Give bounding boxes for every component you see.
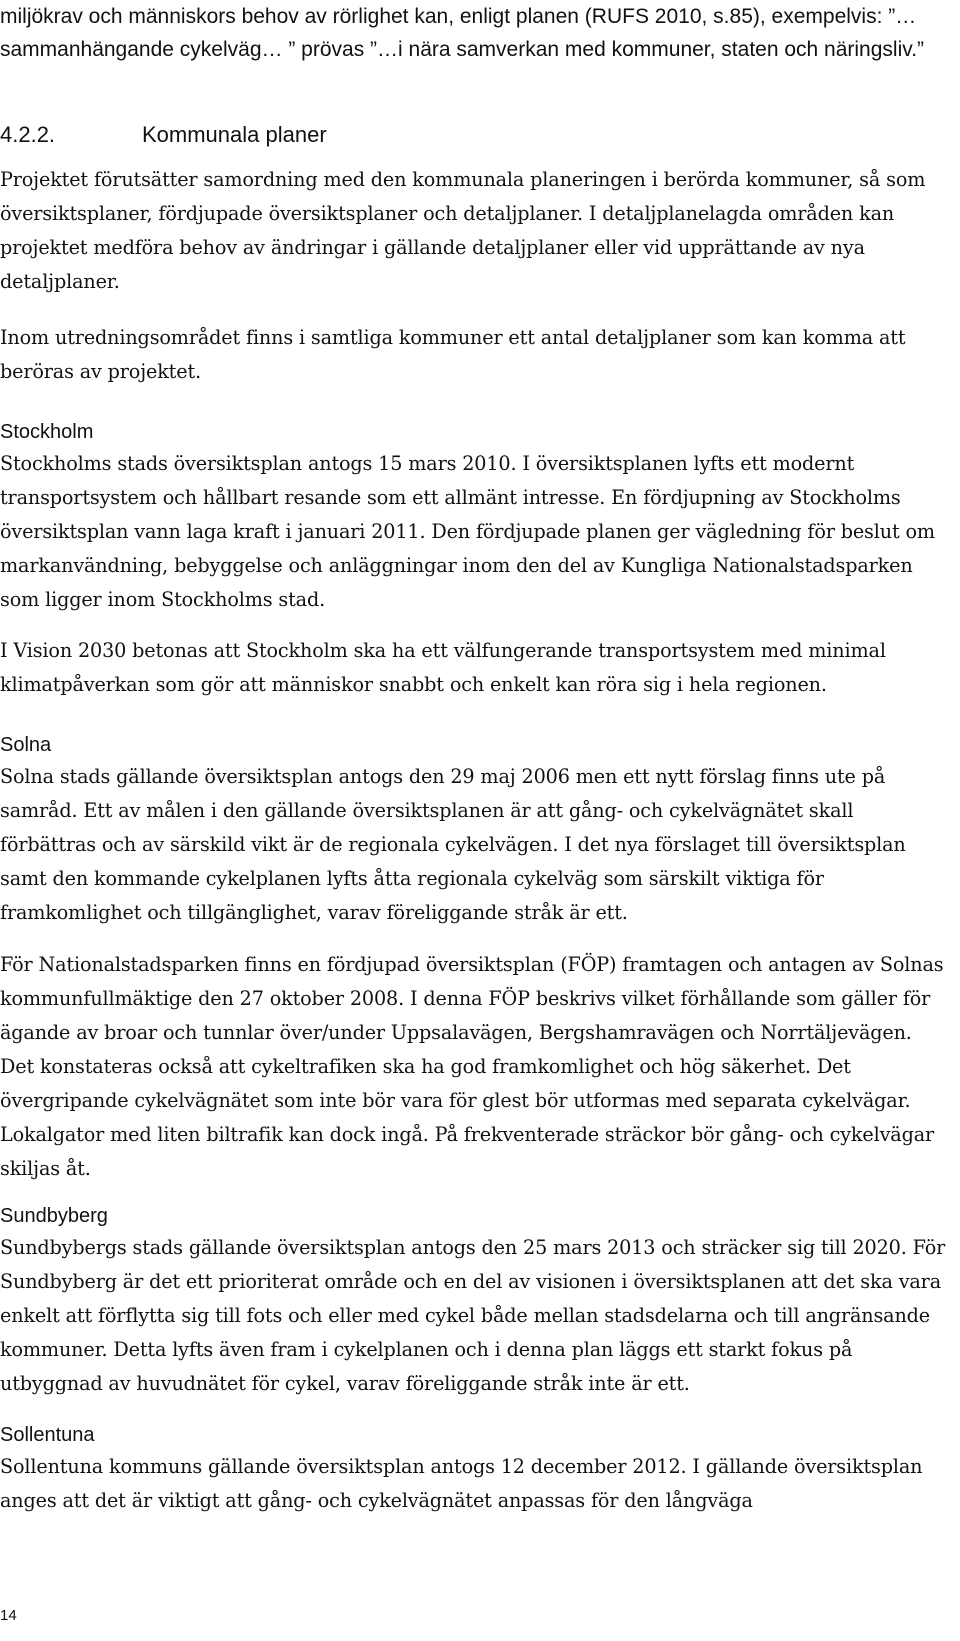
subheading-stockholm: Stockholm	[0, 421, 94, 443]
paragraph-stockholm-1: Stockholms stads översiktsplan antogs 15 mars 2010. I översiktsplanen lyfts ett modernt transportsystem och hållbart resande som ett allmänt intresse. En fördjupning av Stockholms översiktsplan vann laga kraft i januari 2011. Den fördjupade planen ger vägledning för beslut om markanvändning, bebyggelse och anläggningar inom den del av Kungliga Nationalstadsparken som ligger inom Stockholms stad.	[0, 452, 935, 611]
paragraph-sollentuna-1: Sollentuna kommuns gällande översiktsplan antogs 12 december 2012. I gällande översiktsplan anges att det är viktigt att gång- och cykelvägnätet anpassas för den långväga	[0, 1455, 923, 1512]
paragraph-solna-2: För Nationalstadsparken finns en fördjupad översiktsplan (FÖP) framtagen och antagen av Solnas kommunfullmäktige den 27 oktober 2008. I denna FÖP beskrivs vilket förhållande som gäller för ägande av broar och tunnlar över/under Uppsalavägen, Bergshamravägen och Norrtäljevägen. Det konstateras också att cykeltrafiken ska ha god framkomlighet och hög säkerhet. Det övergripande cykelvägnätet som inte bör vara för glest bör utformas med separata cykelvägar. Lokalgator med liten biltrafik kan dock ingå. På frekventerade sträckor bör gång- och cykelvägar skiljas åt.	[0, 953, 944, 1180]
subheading-sundbyberg: Sundbyberg	[0, 1205, 108, 1227]
section-title: Kommunala planer	[142, 122, 327, 147]
section-heading	[0, 120, 945, 150]
section-number: 4.2.2.	[0, 122, 56, 147]
paragraph-solna-1: Solna stads gällande översiktsplan antogs den 29 maj 2006 men ett nytt förslag finns ute på samråd. Ett av målen i den gällande översiktsplanen är att gång- och cykelvägnätet skall förbättras och av särskild vikt är de regionala cykelvägen. I det nya förslaget till översiktsplan samt den kommande cykelplanen lyfts åtta regionala cykelväg som särskilt viktiga för framkomlighet och tillgänglighet, varav föreliggande stråk är ett.	[0, 765, 906, 924]
continued-paragraph: miljökrav och människors behov av rörlighet kan, enligt planen (RUFS 2010, s.85), exempelvis: ”… sammanhängande cykelväg… ” prövas ”…i nära samverkan med kommuner, staten och näringsliv.”	[0, 5, 925, 61]
page-number: 14	[0, 1607, 17, 1624]
paragraph-sundbyberg-1: Sundbybergs stads gällande översiktsplan antogs den 25 mars 2013 och sträcker sig till 2020. För Sundbyberg är det ett prioriterat område och en del av visionen i översiktsplanen att det ska vara enkelt att förflytta sig till fots och eller med cykel både mellan stadsdelarna och till angränsande kommuner. Detta lyfts även fram i cykelplanen och i denna plan läggs ett starkt fokus på utbyggnad av huvudnätet för cykel, varav föreliggande stråk inte är ett.	[0, 1236, 946, 1395]
paragraph-detaljplaner: Inom utredningsområdet finns i samtliga kommuner ett antal detaljplaner som kan komma att beröras av projektet.	[0, 326, 906, 383]
paragraph-intro: Projektet förutsätter samordning med den kommunala planeringen i berörda kommuner, så som översiktsplaner, fördjupade översiktsplaner och detaljplaner. I detaljplanelagda områden kan projektet medföra behov av ändringar i gällande detaljplaner eller vid upprättande av nya detaljplaner.	[0, 168, 926, 293]
subheading-sollentuna: Sollentuna	[0, 1424, 95, 1446]
paragraph-stockholm-2: I Vision 2030 betonas att Stockholm ska ha ett välfungerande transportsystem med minimal klimatpåverkan som gör att människor snabbt och enkelt kan röra sig i hela regionen.	[0, 639, 886, 696]
subheading-solna: Solna	[0, 734, 52, 756]
